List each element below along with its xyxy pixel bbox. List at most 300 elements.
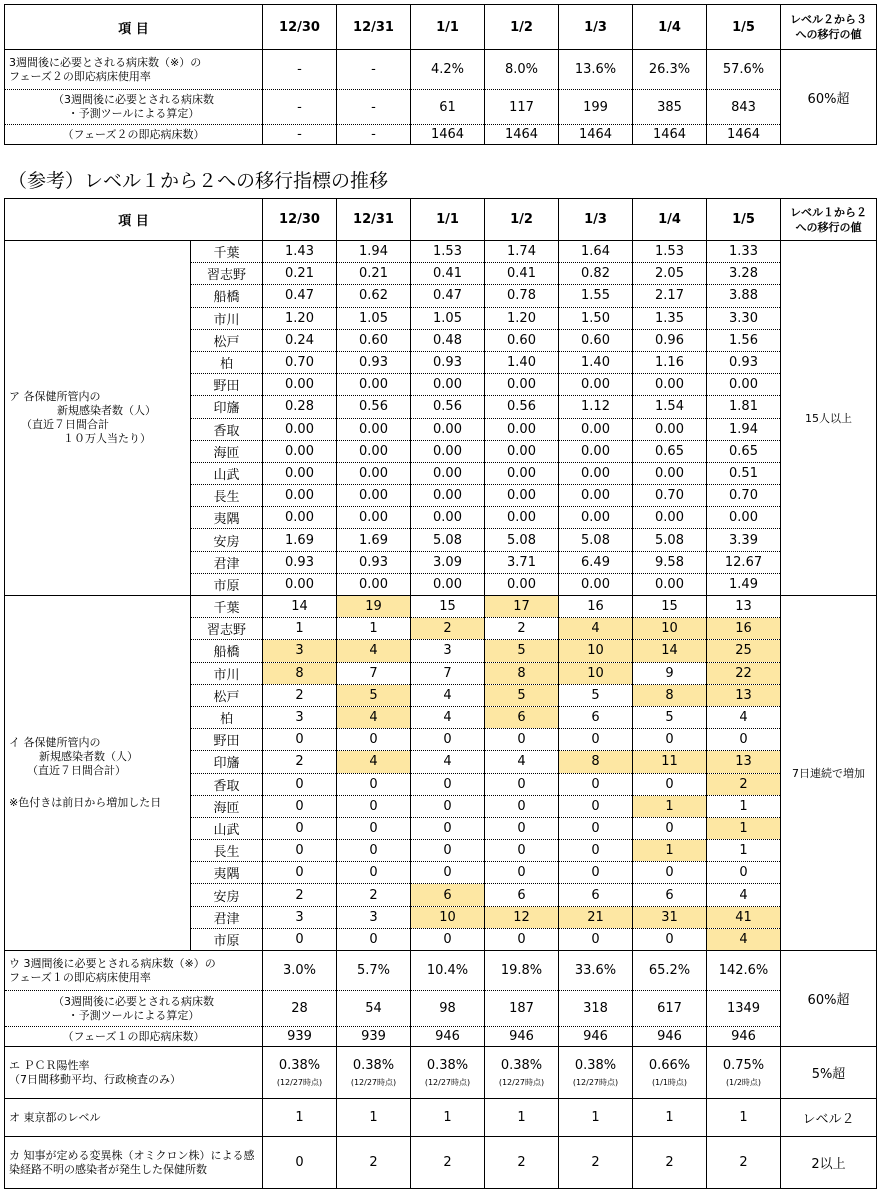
value-cell: 0.38% (12/27時点) [337,1047,411,1099]
value-cell: 0 [411,840,485,862]
value-cell: 6 [485,706,559,728]
value-cell: 4 [485,751,559,773]
date-header: 12/30 [263,5,337,50]
value-cell: 0 [559,862,633,884]
value-cell: 10 [559,640,633,662]
value-cell: 0.00 [337,418,411,440]
value-cell: 15 [411,596,485,618]
value-cell: 1 [707,795,781,817]
value-cell: 14 [263,596,337,618]
value-cell: 1464 [559,125,633,145]
row-label: ウ 3週間後に必要とされる病床数（※）の フェーズ１の即応病床使用率 [5,951,263,991]
value-cell: 0.00 [633,374,707,396]
value-cell: 13 [707,751,781,773]
value-cell: 7 [411,662,485,684]
value-cell: 10 [633,618,707,640]
value-cell: 3 [263,906,337,928]
header-row [5,199,877,241]
value-cell: 0 [337,729,411,751]
value-cell: 0.00 [337,507,411,529]
value-cell: 0.00 [485,507,559,529]
value-cell: 0 [263,729,337,751]
date-header: 1/1 [411,199,485,241]
value-cell: 1 [559,1099,633,1137]
value-cell: 0.00 [411,462,485,484]
value-cell: 1.40 [485,351,559,373]
value-cell: 0 [411,862,485,884]
value-cell: 0.00 [263,440,337,462]
value-cell: 0.00 [485,462,559,484]
section-title: （参考）レベル１から２への移行指標の推移 [8,170,389,192]
value-cell: 4 [337,751,411,773]
value-cell: - [337,125,411,145]
group-u-row [5,951,877,991]
value-cell: 0.93 [263,551,337,573]
value-cell: 2 [411,1137,485,1189]
value-cell: 0.00 [411,485,485,507]
value-cell: 117 [485,90,559,125]
value-cell: 0.00 [485,573,559,595]
value-cell: 0 [559,817,633,839]
value-cell: 31 [633,906,707,928]
value-cell: 0 [263,840,337,862]
value-cell: 1.54 [633,396,707,418]
target-value: レベル２ [781,1099,877,1137]
value-cell: 0.00 [633,462,707,484]
target-value: 15人以上 [781,241,877,596]
rate-row [5,241,877,263]
value-cell: 0.00 [633,573,707,595]
value-cell: 3.71 [485,551,559,573]
value-cell: 0 [633,817,707,839]
value-cell: 0 [559,928,633,950]
value-cell: 0.00 [337,462,411,484]
group-u-row [5,991,877,1027]
district-name: 市川 [191,662,263,684]
value-cell: 2 [263,884,337,906]
value-cell: 2 [707,773,781,795]
value-cell: 14 [633,640,707,662]
value-cell: - [263,50,337,90]
value-cell: 0.93 [707,351,781,373]
value-cell: 1349 [707,991,781,1027]
value-cell: 0.41 [411,263,485,285]
value-cell: 0.00 [263,418,337,440]
value-cell: 33.6% [559,951,633,991]
value-cell: 8 [633,684,707,706]
group-i-label: イ 各保健所管内の 新規感染者数（人） （直近７日間合計） ※色付きは前日から増加した日 [5,596,191,951]
value-cell: - [337,90,411,125]
value-cell: 0.62 [337,285,411,307]
target-value: 2以上 [781,1137,877,1189]
value-cell: 0.60 [337,329,411,351]
district-name: 山武 [191,462,263,484]
value-cell: 1.49 [707,573,781,595]
district-name: 夷隅 [191,507,263,529]
value-cell: 0 [263,1137,337,1189]
value-cell: 12.67 [707,551,781,573]
value-cell: 0.75% (1/2時点) [707,1047,781,1099]
district-name: 君津 [191,906,263,928]
value-cell: 0.41 [485,263,559,285]
value-cell: 0 [485,729,559,751]
table-level2-to-3 [4,4,877,145]
district-name: 印旛 [191,396,263,418]
value-cell: 0.00 [559,507,633,529]
value-cell: 0.00 [263,573,337,595]
value-cell: 6 [411,884,485,906]
row-label: 3週間後に必要とされる病床数（※）の フェーズ２の即応病床使用率 [5,50,263,90]
value-cell: 2 [633,1137,707,1189]
value-cell: 4 [411,706,485,728]
value-cell: 0.00 [707,374,781,396]
value-cell: 5.7% [337,951,411,991]
district-name: 安房 [191,884,263,906]
district-name: 野田 [191,374,263,396]
value-cell: 1 [263,618,337,640]
value-cell: 0.00 [411,418,485,440]
value-cell: 5 [633,706,707,728]
group-ka-row [5,1137,877,1189]
value-cell: 98 [411,991,485,1027]
value-cell: 0 [263,817,337,839]
date-header: 12/31 [337,5,411,50]
value-cell: 0.00 [411,507,485,529]
value-cell: 4 [411,684,485,706]
value-cell: 0.60 [485,329,559,351]
value-cell: 25 [707,640,781,662]
value-cell: 1 [633,795,707,817]
value-cell: 0 [263,928,337,950]
value-cell: 843 [707,90,781,125]
value-cell: 0.00 [485,418,559,440]
value-cell: 0 [633,928,707,950]
value-cell: 0 [485,795,559,817]
value-cell: 9.58 [633,551,707,573]
value-cell: 0.00 [559,374,633,396]
value-cell: 187 [485,991,559,1027]
value-cell: 0 [337,840,411,862]
district-name: 夷隅 [191,862,263,884]
district-name: 野田 [191,729,263,751]
target-value: 60%超 [781,951,877,1047]
header-target: レベル１から２ への移行の値 [781,199,877,241]
value-cell: 0 [337,862,411,884]
value-cell: 3.30 [707,307,781,329]
value-cell: 13 [707,596,781,618]
date-header: 1/3 [559,5,633,50]
value-cell: 1.64 [559,241,633,263]
district-name: 市川 [191,307,263,329]
value-cell: 0.00 [411,440,485,462]
table-level1-to-2 [4,198,877,1189]
value-cell: 1 [263,1099,337,1137]
value-cell: 2 [263,751,337,773]
value-cell: 5 [559,684,633,706]
value-cell: 142.6% [707,951,781,991]
value-cell: 0.00 [559,573,633,595]
value-cell: 3 [337,906,411,928]
district-name: 習志野 [191,263,263,285]
value-cell: 199 [559,90,633,125]
value-cell: 1 [707,1099,781,1137]
value-cell: 1.53 [411,241,485,263]
value-cell: 26.3% [633,50,707,90]
value-cell: 5 [337,684,411,706]
value-cell: 0.00 [337,573,411,595]
value-cell: 0 [411,817,485,839]
value-cell: 0.65 [633,440,707,462]
value-cell: 5.08 [411,529,485,551]
district-name: 松戸 [191,684,263,706]
value-cell: 0.00 [263,462,337,484]
value-cell: 0.00 [263,374,337,396]
value-cell: 0.70 [707,485,781,507]
count-row [5,596,877,618]
value-cell: 2 [485,618,559,640]
value-cell: 54 [337,991,411,1027]
value-cell: 1464 [485,125,559,145]
value-cell: 8 [559,751,633,773]
value-cell: - [263,125,337,145]
value-cell: 946 [559,1027,633,1047]
value-cell: 1.33 [707,241,781,263]
value-cell: 16 [559,596,633,618]
value-cell: 0.65 [707,440,781,462]
value-cell: 3.88 [707,285,781,307]
value-cell: 2 [485,1137,559,1189]
value-cell: 0 [707,862,781,884]
date-header: 1/5 [707,199,781,241]
target-value: 7日連続で増加 [781,596,877,951]
value-cell: 6 [633,884,707,906]
value-cell: 4 [411,751,485,773]
value-cell: 0.21 [263,263,337,285]
value-cell: 0.38% (12/27時点) [411,1047,485,1099]
value-cell: 2 [411,618,485,640]
value-cell: 0.38% (12/27時点) [485,1047,559,1099]
value-cell: 1.53 [633,241,707,263]
value-cell: 1.05 [411,307,485,329]
date-header: 1/2 [485,5,559,50]
value-cell: 0.00 [559,418,633,440]
date-header: 1/3 [559,199,633,241]
value-cell: 0.60 [559,329,633,351]
value-cell: 2 [707,1137,781,1189]
value-cell: 0.66% (1/1時点) [633,1047,707,1099]
group-a-label: ア 各保健所管内の 新規感染者数（人） （直近７日間合計 １０万人当たり） [5,241,191,596]
value-cell: 0.93 [411,351,485,373]
value-cell: 0 [559,795,633,817]
value-cell: 6 [559,706,633,728]
district-name: 安房 [191,529,263,551]
header-row [5,5,877,50]
date-header: 12/30 [263,199,337,241]
value-cell: 0.00 [559,440,633,462]
value-cell: 8 [485,662,559,684]
value-cell: 0.00 [485,440,559,462]
district-name: 柏 [191,706,263,728]
value-cell: 0 [633,862,707,884]
value-cell: 0 [337,928,411,950]
district-name: 千葉 [191,241,263,263]
district-name: 船橋 [191,285,263,307]
value-cell: 0.00 [707,507,781,529]
value-cell: 13 [707,684,781,706]
row-label: （3週間後に必要とされる病床数 ・予測ツールによる算定） [5,90,263,125]
value-cell: 0 [485,840,559,862]
row-label: カ 知事が定める変異株（オミクロン株）による感 染経路不明の感染者が発生した保健所数 [5,1137,263,1189]
date-header: 1/4 [633,5,707,50]
value-cell: 3.39 [707,529,781,551]
group-o-row [5,1099,877,1137]
value-cell: 0.96 [633,329,707,351]
value-cell: 939 [263,1027,337,1047]
target-value: 5%超 [781,1047,877,1099]
district-name: 香取 [191,418,263,440]
value-cell: 5.08 [559,529,633,551]
value-cell: 2.05 [633,263,707,285]
value-cell: 0.70 [263,351,337,373]
row-label: オ 東京都のレベル [5,1099,263,1137]
value-cell: 19.8% [485,951,559,991]
value-cell: 2.17 [633,285,707,307]
row-label: エ ＰＣＲ陽性率 （7日間移動平均、行政検査のみ） [5,1047,263,1099]
value-cell: 0 [411,729,485,751]
value-cell: 0 [337,795,411,817]
value-cell: 3.0% [263,951,337,991]
value-cell: 0 [485,817,559,839]
value-cell: 0 [411,773,485,795]
value-cell: 65.2% [633,951,707,991]
value-cell: 1464 [633,125,707,145]
value-cell: 2 [559,1137,633,1189]
value-cell: 1.43 [263,241,337,263]
value-cell: 1.20 [485,307,559,329]
value-cell: 0 [633,729,707,751]
value-cell: 0.82 [559,263,633,285]
district-name: 印旛 [191,751,263,773]
value-cell: 1.50 [559,307,633,329]
value-cell: 0.38% (12/27時点) [559,1047,633,1099]
value-cell: 0.48 [411,329,485,351]
value-cell: 385 [633,90,707,125]
value-cell: 6 [485,884,559,906]
value-cell: 4 [559,618,633,640]
district-name: 長生 [191,485,263,507]
district-name: 山武 [191,817,263,839]
value-cell: 4 [337,706,411,728]
value-cell: 3 [263,640,337,662]
value-cell: 0.28 [263,396,337,418]
value-cell: 946 [485,1027,559,1047]
value-cell: 9 [633,662,707,684]
value-cell: 0 [411,928,485,950]
district-name: 市原 [191,928,263,950]
value-cell: 0.00 [263,485,337,507]
value-cell: 939 [337,1027,411,1047]
value-cell: 3 [411,640,485,662]
date-header: 1/5 [707,5,781,50]
value-cell: 0.00 [485,485,559,507]
value-cell: 0 [485,773,559,795]
district-name: 海匝 [191,440,263,462]
value-cell: 1 [707,817,781,839]
value-cell: 0.47 [263,285,337,307]
value-cell: 0.51 [707,462,781,484]
value-cell: 22 [707,662,781,684]
value-cell: 1 [633,1099,707,1137]
value-cell: 0.56 [411,396,485,418]
value-cell: 4.2% [411,50,485,90]
value-cell: 0.00 [485,374,559,396]
value-cell: - [263,90,337,125]
value-cell: 0.78 [485,285,559,307]
value-cell: 1 [337,618,411,640]
value-cell: 0 [485,928,559,950]
value-cell: 28 [263,991,337,1027]
value-cell: 946 [411,1027,485,1047]
value-cell: 8 [263,662,337,684]
value-cell: 0.93 [337,551,411,573]
date-header: 1/4 [633,199,707,241]
district-name: 船橋 [191,640,263,662]
district-name: 君津 [191,551,263,573]
value-cell: 0 [633,773,707,795]
value-cell: 0 [485,862,559,884]
value-cell: 4 [707,884,781,906]
group-u-row [5,1027,877,1047]
value-cell: 0.00 [559,485,633,507]
value-cell: 10 [411,906,485,928]
value-cell: 1.74 [485,241,559,263]
value-cell: 57.6% [707,50,781,90]
value-cell: 0 [263,795,337,817]
value-cell: 1.55 [559,285,633,307]
t1-row-usage-rate [5,50,877,90]
value-cell: 2 [337,884,411,906]
value-cell: 3.09 [411,551,485,573]
value-cell: 2 [263,684,337,706]
value-cell: 10.4% [411,951,485,991]
header-item: 項 目 [5,5,263,50]
date-header: 12/31 [337,199,411,241]
value-cell: 5.08 [485,529,559,551]
value-cell: 0 [263,862,337,884]
target-value: 60%超 [781,50,877,145]
value-cell: 0.93 [337,351,411,373]
value-cell: 0 [559,840,633,862]
value-cell: 1464 [411,125,485,145]
value-cell: 19 [337,596,411,618]
value-cell: 946 [633,1027,707,1047]
value-cell: 0.00 [633,418,707,440]
value-cell: 11 [633,751,707,773]
value-cell: 6 [559,884,633,906]
value-cell: 0.00 [411,573,485,595]
value-cell: 1.56 [707,329,781,351]
district-name: 香取 [191,773,263,795]
value-cell: 0.38% (12/27時点) [263,1047,337,1099]
value-cell: 4 [337,640,411,662]
value-cell: 0 [411,795,485,817]
highlight-note: ※色付きは前日から増加した日 [9,796,162,809]
value-cell: 2 [337,1137,411,1189]
value-cell: 5.08 [633,529,707,551]
value-cell: 1 [337,1099,411,1137]
value-cell: 0.00 [337,485,411,507]
district-name: 長生 [191,840,263,862]
